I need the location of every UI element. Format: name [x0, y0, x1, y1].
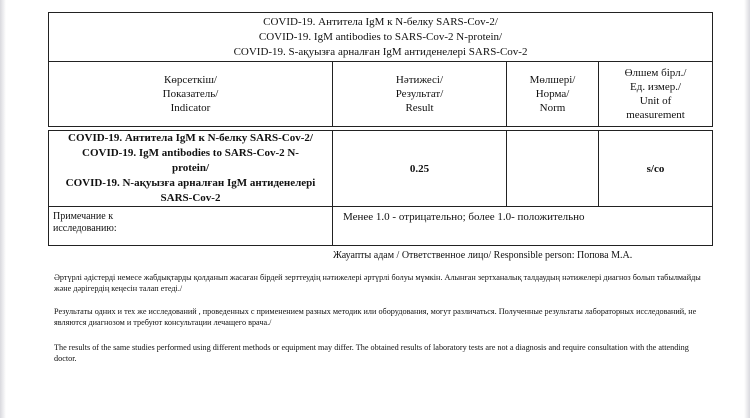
table-row: [49, 131, 713, 207]
scan-edge-right: [744, 0, 750, 418]
norm-value: [507, 131, 599, 207]
unit-value: s/co: [599, 131, 713, 207]
responsible-person: Жауапты адам / Ответственное лицо/ Responsible person: Попова М.А.: [333, 250, 633, 261]
result-value: 0.25: [333, 131, 507, 207]
note-text: Менее 1.0 - отрицательно; более 1.0- положительно: [333, 207, 713, 246]
title-line-2: COVID-19. IgM antibodies to SARS-Cov-2 N-protein/: [258, 30, 503, 43]
header-norm: Мөлшері/ Норма/ Norm: [507, 62, 599, 127]
header-unit: Өлшем бірл./ Ед. измер./ Unit of measurement: [599, 62, 713, 127]
results-table: [48, 12, 713, 246]
indicator-cell: COVID-19. Антитела IgM к N-белку SARS-Cov-2/ COVID-19. IgM antibodies to SARS-Cov-2 N- protein/ COVID-19. N-ақуызға арналған IgM антиденелері SARS-Cov-2: [49, 131, 333, 207]
note-label: Примечание к исследованию:: [49, 207, 333, 246]
disclaimer-ru: Результаты одних и тех же исследований , проведенных с применением разных методик или оборудования, могут различаться. Полученные результаты лабораторных исследований, не являются диагнозом и требуют консультации лечащего врача./: [54, 307, 697, 327]
test-title: [49, 13, 713, 62]
scan-edge-left: [0, 0, 6, 418]
header-result: Нәтижесі/ Результат/ Result: [333, 62, 507, 127]
title-line-1: COVID-19. Антитела IgM к N-белку SARS-Cov-2/: [263, 15, 498, 28]
disclaimer-kz: Әртүрлі әдістерді немесе жабдықтарды қолданып жасаған бірдей зерттеудің нәтижелері әртүрлі болуы мүмкін. Алынған зертханалық талдаудың нәтижелері диагноз болып табылмайды және дәрігердің кеңесін талап етеді./: [54, 273, 701, 293]
title-line-3: COVID-19. S-ақуызға арналған IgM антиденелері SARS-Cov-2: [233, 45, 528, 58]
header-indicator: Көрсеткіш/ Показатель/ Indicator: [49, 62, 333, 127]
disclaimer-en: The results of the same studies performed using different methods or equipment may differ. The obtained results of laboratory tests are not a diagnosis and require consultation with the attending doctor.: [54, 343, 689, 363]
